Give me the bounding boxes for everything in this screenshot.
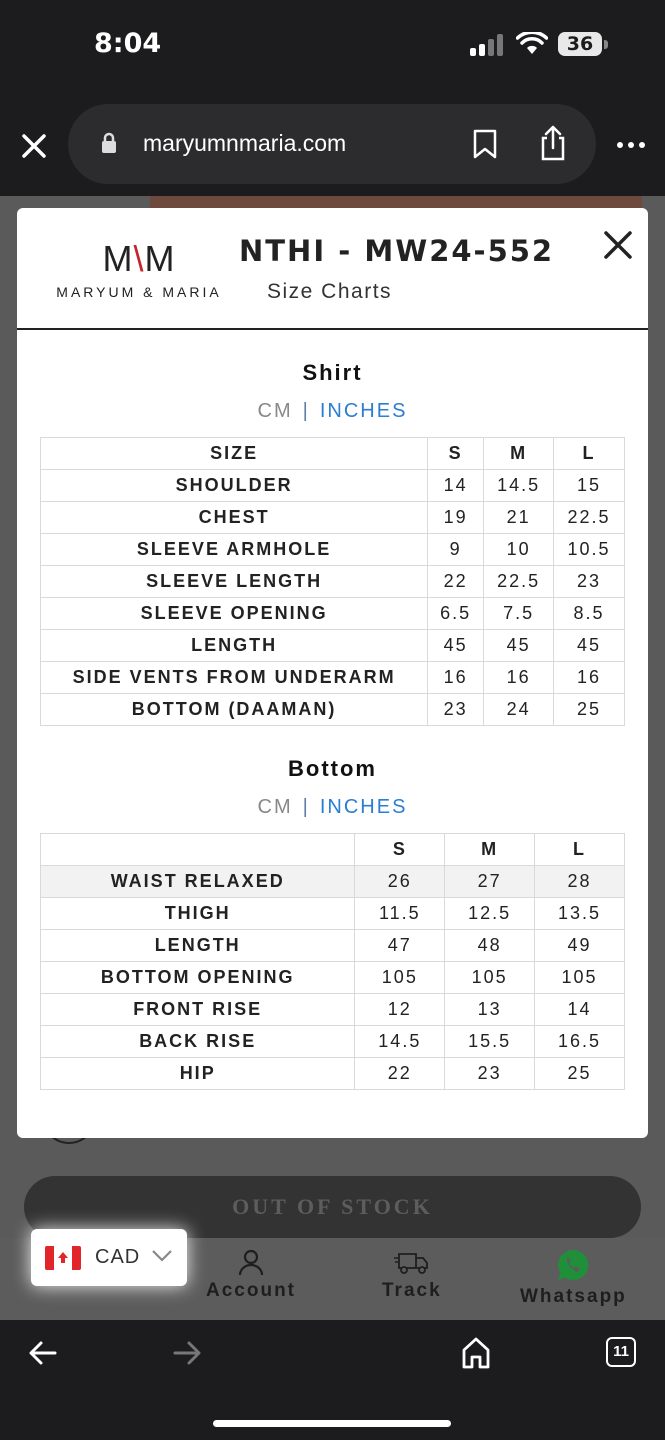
currency-label: CAD: [95, 1246, 141, 1268]
home-icon[interactable]: [460, 1336, 492, 1370]
table-row: [41, 662, 625, 694]
table-header-row: [41, 438, 625, 470]
size-value: 26: [355, 866, 445, 898]
size-value: 49: [535, 930, 625, 962]
size-value: 14: [428, 470, 484, 502]
size-value: 8.5: [554, 598, 625, 630]
table-row: [41, 598, 625, 630]
measurement-label: BOTTOM (DAAMAN): [41, 694, 428, 726]
forward-arrow-icon[interactable]: [172, 1340, 202, 1366]
size-value: 9: [428, 534, 484, 566]
unit-cm-option[interactable]: CM: [257, 400, 293, 422]
chevron-down-icon: [151, 1249, 173, 1263]
size-value: 14.5: [355, 1026, 445, 1058]
size-value: 27: [445, 866, 535, 898]
modal-header: [17, 208, 648, 330]
measurement-label: FRONT RISE: [41, 994, 355, 1026]
nav-whatsapp[interactable]: [520, 1248, 627, 1308]
measurement-label: WAIST RELAXED: [41, 866, 355, 898]
nav-track[interactable]: [382, 1248, 442, 1302]
size-value: 15.5: [445, 1026, 535, 1058]
table-row: [41, 930, 625, 962]
size-value: 12: [355, 994, 445, 1026]
size-value: 45: [428, 630, 484, 662]
truck-icon: [394, 1248, 430, 1276]
measurement-label: LENGTH: [41, 930, 355, 962]
user-icon: [237, 1248, 265, 1276]
size-value: 105: [445, 962, 535, 994]
unit-separator: |: [302, 400, 310, 422]
size-value: 14: [535, 994, 625, 1026]
size-value: 25: [535, 1058, 625, 1090]
table-header-cell: M: [445, 834, 535, 866]
measurement-label: SLEEVE OPENING: [41, 598, 428, 630]
more-options-icon[interactable]: [616, 140, 646, 150]
table-row: [41, 994, 625, 1026]
browser-url-bar: [0, 100, 665, 196]
size-charts-subtitle: Size Charts: [267, 280, 393, 303]
measurement-label: SLEEVE LENGTH: [41, 566, 428, 598]
share-icon[interactable]: [538, 124, 568, 162]
table-header-cell: SIZE: [41, 438, 428, 470]
table-row: [41, 630, 625, 662]
home-indicator: [213, 1420, 451, 1427]
table-row: [41, 694, 625, 726]
size-value: 21: [484, 502, 554, 534]
measurement-label: BACK RISE: [41, 1026, 355, 1058]
size-value: 7.5: [484, 598, 554, 630]
unit-inches-option[interactable]: INCHES: [319, 400, 408, 422]
table-header-cell: S: [355, 834, 445, 866]
measurement-label: HIP: [41, 1058, 355, 1090]
shirt-unit-toggle: [17, 400, 648, 423]
size-value: 16.5: [535, 1026, 625, 1058]
modal-close-icon[interactable]: [603, 230, 633, 260]
size-value: 16: [428, 662, 484, 694]
size-value: 45: [484, 630, 554, 662]
size-value: 23: [554, 566, 625, 598]
size-value: 15: [554, 470, 625, 502]
size-value: 105: [355, 962, 445, 994]
size-value: 23: [428, 694, 484, 726]
size-value: 16: [484, 662, 554, 694]
battery-icon: 36: [558, 32, 602, 56]
table-row: [41, 1058, 625, 1090]
measurement-label: SHOULDER: [41, 470, 428, 502]
size-value: 22.5: [554, 502, 625, 534]
table-row: [41, 866, 625, 898]
table-header-cell: [41, 834, 355, 866]
size-value: 48: [445, 930, 535, 962]
unit-separator: |: [302, 796, 310, 818]
status-bar: [0, 0, 665, 100]
measurement-label: SIDE VENTS FROM UNDERARM: [41, 662, 428, 694]
unit-cm-option[interactable]: CM: [257, 796, 293, 818]
measurement-label: THIGH: [41, 898, 355, 930]
table-header-cell: M: [484, 438, 554, 470]
size-value: 24: [484, 694, 554, 726]
bottom-unit-toggle: [17, 796, 648, 819]
nav-account[interactable]: [206, 1248, 296, 1302]
product-title: NTHI - MW24-552: [239, 234, 555, 268]
size-value: 16: [554, 662, 625, 694]
shirt-size-table: [40, 437, 625, 726]
table-row: [41, 534, 625, 566]
brand-logo: [39, 238, 239, 300]
out-of-stock-button[interactable]: OUT OF STOCK: [24, 1176, 641, 1238]
size-value: 22.5: [484, 566, 554, 598]
logo-mark: M\M: [102, 238, 176, 279]
table-row: [41, 1026, 625, 1058]
size-value: 13: [445, 994, 535, 1026]
size-value: 25: [554, 694, 625, 726]
address-field[interactable]: [68, 104, 596, 184]
status-time: 8:04: [94, 28, 162, 59]
size-value: 28: [535, 866, 625, 898]
size-value: 22: [428, 566, 484, 598]
table-row: [41, 502, 625, 534]
table-header-cell: L: [554, 438, 625, 470]
size-value: 105: [535, 962, 625, 994]
measurement-label: BOTTOM OPENING: [41, 962, 355, 994]
size-value: 19: [428, 502, 484, 534]
nav-whatsapp-label: Whatsapp: [520, 1286, 627, 1307]
size-value: 47: [355, 930, 445, 962]
bottom-section-title: Bottom: [288, 756, 377, 781]
size-value: 12.5: [445, 898, 535, 930]
wifi-icon: [516, 32, 548, 56]
size-value: 22: [355, 1058, 445, 1090]
table-header-row: [41, 834, 625, 866]
size-value: 11.5: [355, 898, 445, 930]
nav-account-label: Account: [206, 1280, 296, 1301]
measurement-label: LENGTH: [41, 630, 428, 662]
table-header-cell: L: [535, 834, 625, 866]
size-chart-modal: [17, 208, 648, 1138]
table-row: [41, 470, 625, 502]
bookmark-icon[interactable]: [472, 128, 498, 160]
unit-inches-option[interactable]: INCHES: [319, 796, 408, 818]
close-icon[interactable]: [18, 130, 50, 162]
size-value: 10: [484, 534, 554, 566]
back-arrow-icon[interactable]: [28, 1340, 58, 1366]
size-value: 10.5: [554, 534, 625, 566]
size-value: 14.5: [484, 470, 554, 502]
lock-icon: [100, 132, 118, 154]
whatsapp-icon: [556, 1248, 590, 1282]
table-row: [41, 962, 625, 994]
size-value: 45: [554, 630, 625, 662]
size-value: 23: [445, 1058, 535, 1090]
logo-text: MARYUM & MARIA: [56, 284, 222, 300]
bottom-size-table: [40, 833, 625, 1090]
measurement-label: SLEEVE ARMHOLE: [41, 534, 428, 566]
shirt-section-title: Shirt: [302, 360, 363, 385]
tabs-count-button[interactable]: 11: [606, 1337, 636, 1367]
size-value: 13.5: [535, 898, 625, 930]
url-text: maryumnmaria.com: [143, 130, 347, 156]
table-header-cell: S: [428, 438, 484, 470]
cellular-signal-icon: [470, 34, 506, 56]
size-value: 6.5: [428, 598, 484, 630]
table-row: [41, 566, 625, 598]
battery-tip: [604, 40, 608, 49]
table-row: [41, 898, 625, 930]
measurement-label: CHEST: [41, 502, 428, 534]
nav-track-label: Track: [382, 1280, 442, 1301]
canada-flag-icon: [45, 1246, 81, 1270]
currency-selector[interactable]: [31, 1229, 187, 1286]
